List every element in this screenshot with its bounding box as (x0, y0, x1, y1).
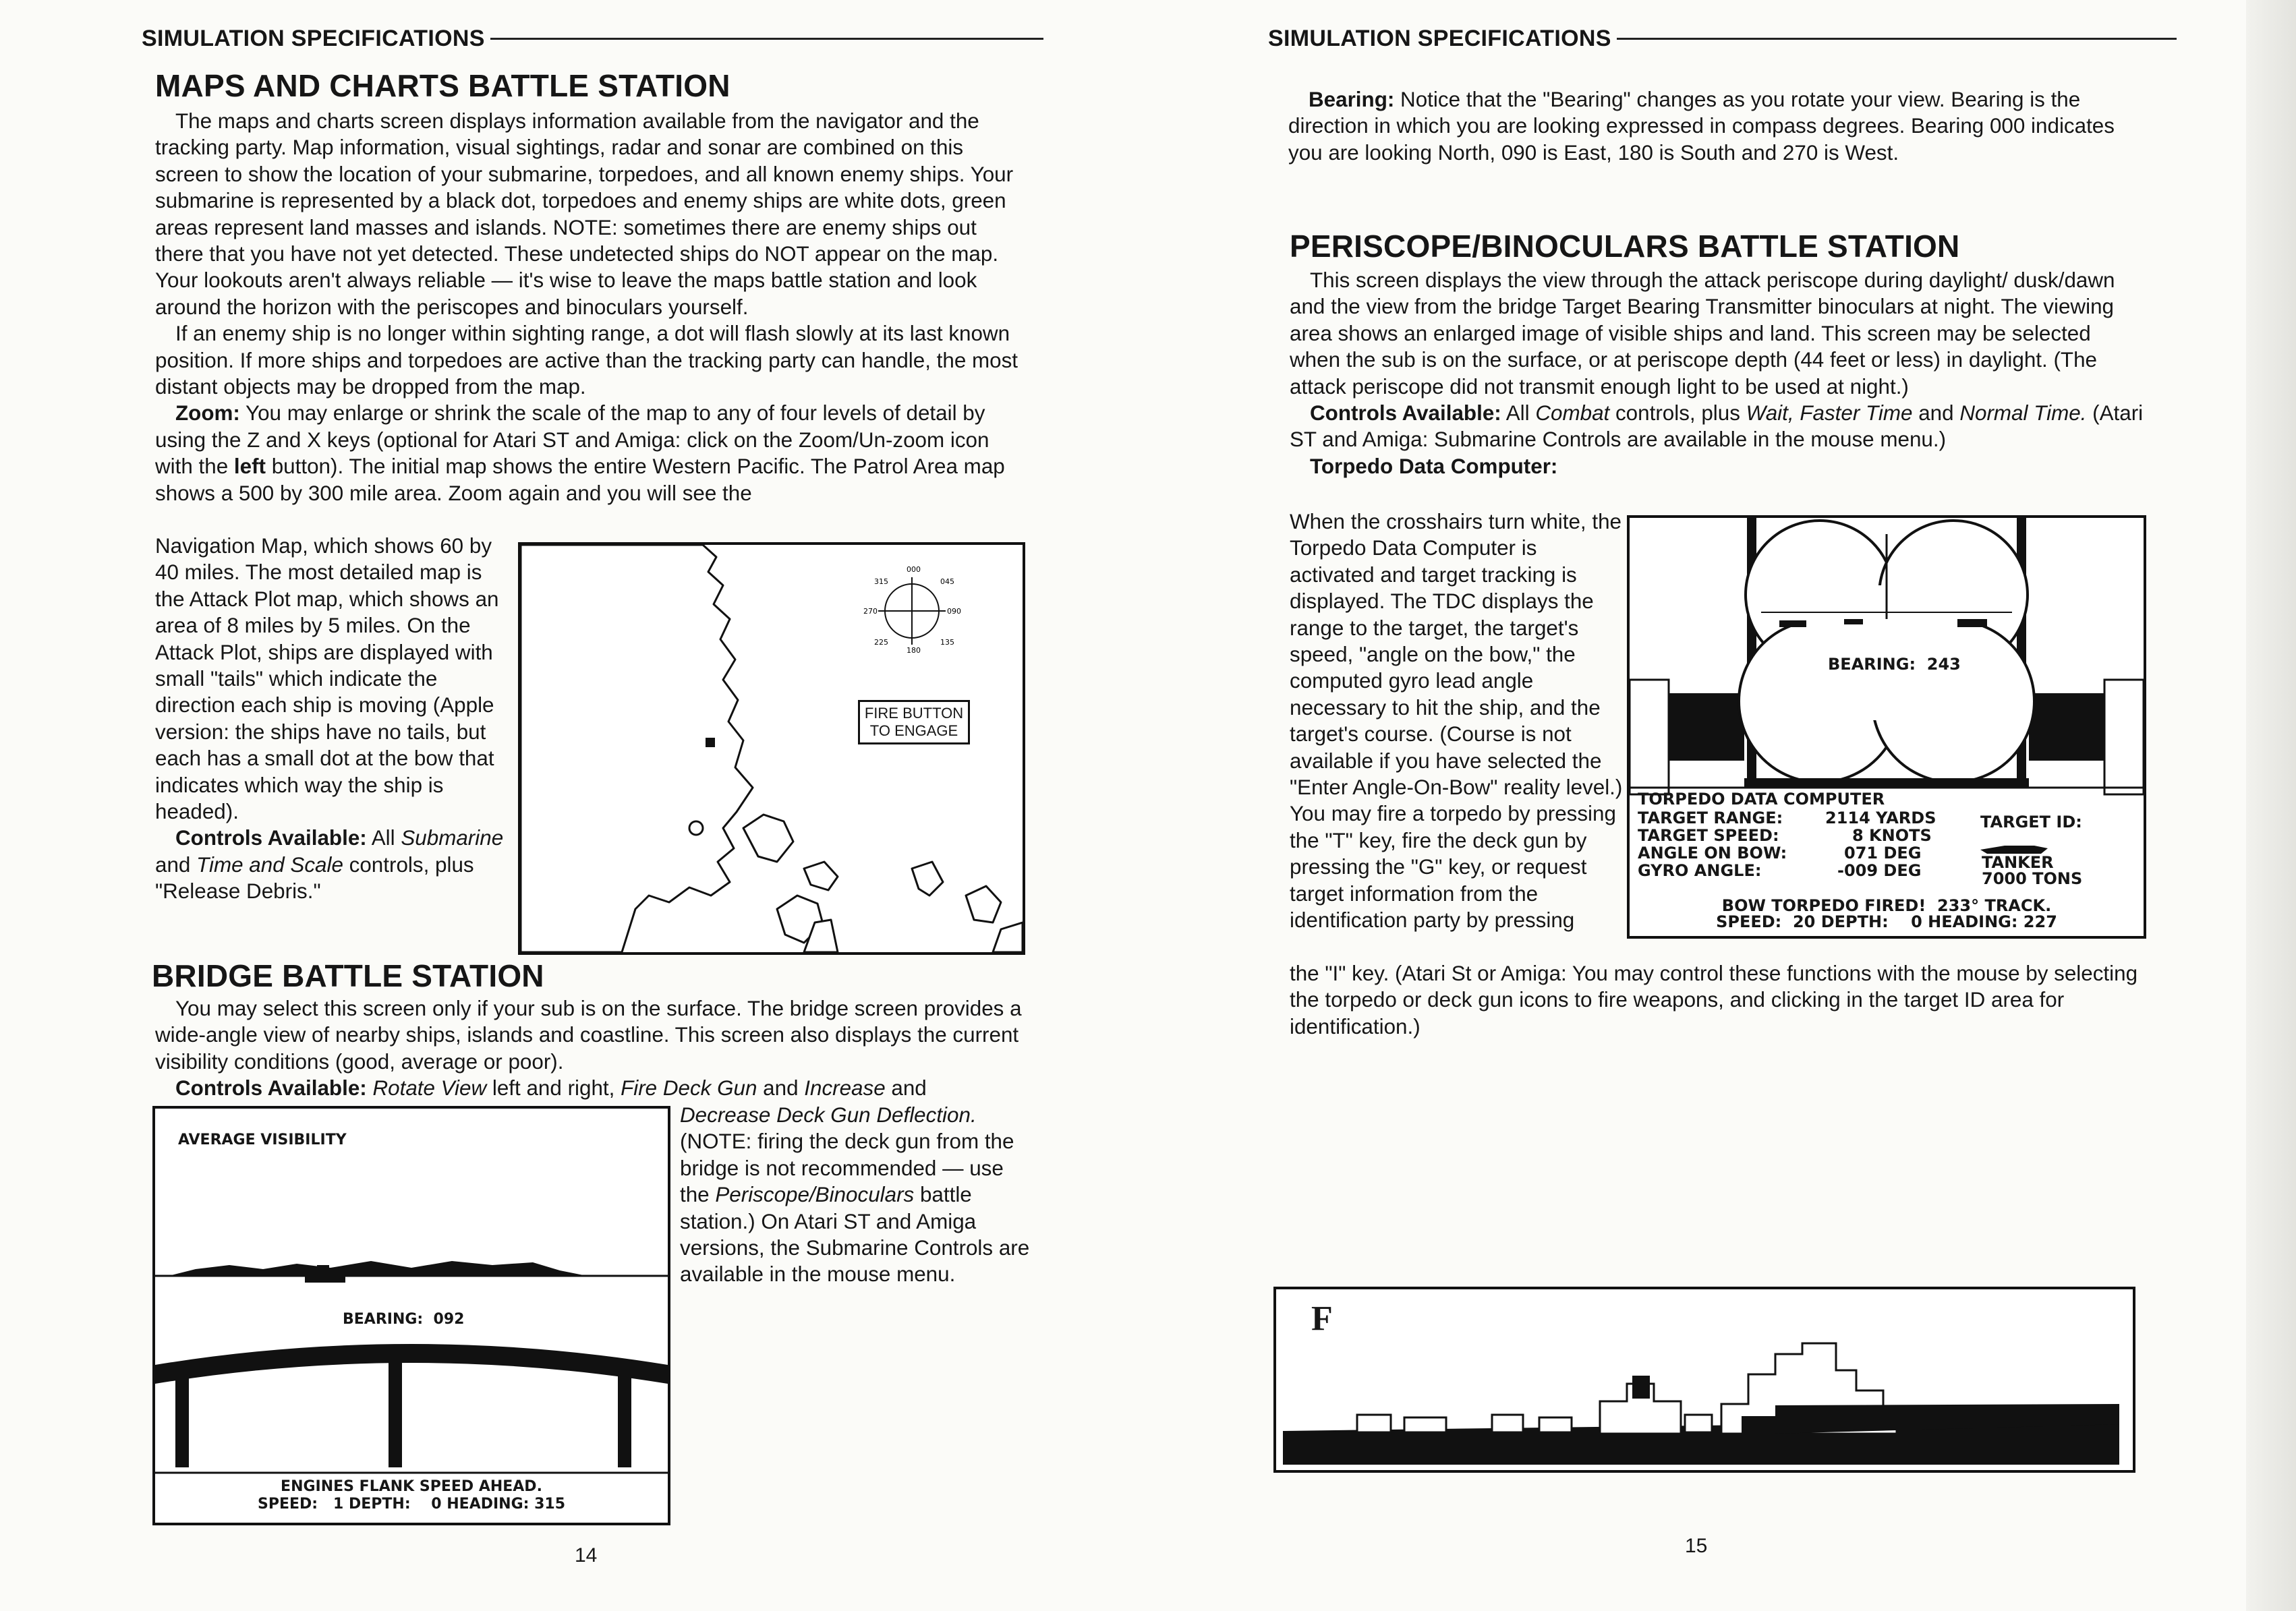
map-coastline-graphic (521, 545, 1023, 952)
periscope-title: PERISCOPE/BINOCULARS BATTLE STATION (1290, 229, 1960, 264)
maps-body (155, 108, 1025, 506)
page-number: 14 (575, 1544, 598, 1566)
header-rule (490, 38, 1043, 40)
target-type: TANKER (1982, 853, 2054, 872)
page-number: 15 (1685, 1535, 1708, 1557)
zoom-paragraph: Zoom: You may enlarge or shrink the scale of the map to any of four levels of detail by using the Z and X keys (optional for Atari ST and Amiga: click on the Zoom/Un-zoom icon with the left button). The initial map shows the entire Western Pacific. The Patrol Area map shows a 500 by 300 mile area. Zoom again and you will see the (155, 401, 1005, 505)
bridge-status-line-2: SPEED: 1 DEPTH: 0 HEADING: 315 (257, 1496, 566, 1513)
periscope-body (1290, 267, 2146, 479)
compass-label: 315 (874, 577, 888, 586)
periscope-bearing: BEARING: 243 (1824, 655, 1965, 673)
bridge-title: BRIDGE BATTLE STATION (152, 958, 544, 993)
zoom-column-text: Navigation Map, which shows 60 by 40 miles. The most detailed map is the Attack Plot map, which shows an area of 8 miles by 5 miles. On the Attack Plot, ships are displayed with small "tails" which indicate the direction each ship is moving (Apple version: the ships have no tails, but each has a small dot at the bow that indicates which way the ship is headed). (155, 534, 499, 824)
tdc-tail: the "I" key. (Atari St or Amiga: You may control these functions with the mouse by selecting the torpedo or deck gun icons to fire weapons, and clicking in the target ID area for identification.) (1290, 962, 2138, 1038)
tdc-row-key: TARGET RANGE: (1638, 809, 1783, 827)
page-edge-shadow (2246, 0, 2296, 1611)
tdc-row-key: TARGET SPEED: (1638, 826, 1779, 845)
tdc-status-line-2: SPEED: 20 DEPTH: 0 HEADING: 227 (1716, 912, 2057, 931)
left-page (0, 0, 1106, 1611)
periscope-screen-figure (1627, 515, 2146, 939)
bridge-screen-figure (152, 1106, 670, 1525)
maps-paragraph-1: The maps and charts screen displays information available from the navigator and the tracking party. Map information, visual sightings, radar and sonar are combined on this screen to show the location of your submarine, torpedoes, and all known enemy ships. Your submarine is represented by a black dot, torpedoes and enemy ships are white dots, green areas represent land masses and islands. NOTE: sometimes there are enemy ships out there that you have not yet detected. These undetected ships do NOT appear on the map. Your lookouts aren't always reliable — it's wise to leave the maps battle station and look around the horizon with the periscopes and binoculars yourself. (155, 109, 1014, 319)
compass-label: 270 (863, 607, 878, 616)
maps-paragraph-2: If an enemy ship is no longer within sighting range, a dot will flash slowly at its last known position. If more ships and torpedoes are active than the tracking party can handle, the most distant objects may be dropped from the map. (155, 322, 1018, 399)
tdc-row-value: 071 DEG (1844, 844, 1922, 862)
compass-label: 180 (907, 646, 921, 655)
compass-label: 225 (874, 638, 888, 647)
zoom-column (155, 533, 506, 905)
running-header: SIMULATION SPECIFICATIONS (142, 26, 1043, 52)
maps-controls: Controls Available: All Submarine and Time and Scale controls, plus "Release Debris." (155, 826, 504, 904)
tdc-status-line-1: BOW TORPEDO FIRED! 233° TRACK. (1721, 896, 2052, 915)
bearing-paragraph: Bearing: Notice that the "Bearing" changes as you rotate your view. Bearing is the direction in which you are looking expressed in compass degrees. Bearing 000 indicates you are looking North, 090 is East, 180 is South and 270 is West. (1288, 88, 2115, 165)
bridge-status-line-1: ENGINES FLANK SPEED AHEAD. (281, 1478, 542, 1495)
fire-button-prompt: FIRE BUTTON TO ENGAGE (858, 700, 970, 744)
right-page (1147, 0, 2296, 1611)
tdc-column: When the crosshairs turn white, the Torpedo Data Computer is activated and target tracking is displayed. The TDC displays the range to the target, the target's speed, "angle on the bow," the computed gyro lead angle necessary to hit the ship, and the target's course. (Course is not available if you have selected the "Enter Angle-On-Bow" reality level.) You may fire a torpedo by pressing the "T" key, fire the deck gun by pressing the "G" key, or request target information from the identification party by pressing (1290, 510, 1623, 933)
compass-label: 090 (947, 607, 961, 616)
compass-label: 135 (940, 638, 954, 647)
target-id-label[interactable]: TARGET ID: (1980, 813, 2082, 831)
tdc-row-value: 8 KNOTS (1852, 826, 1932, 845)
running-header: SIMULATION SPECIFICATIONS (1268, 26, 2177, 52)
periscope-controls: Controls Available: All Combat controls, plus Wait, Faster Time and Normal Time. (Atari ST and Amiga: Submarine Controls are available in the mouse menu.) (1290, 401, 2144, 452)
header-rule (1617, 38, 2177, 40)
tdc-row-value: -009 DEG (1837, 861, 1922, 880)
map-screen-figure (518, 542, 1025, 955)
bridge-body (155, 995, 1025, 1102)
compass-label: 045 (940, 577, 954, 586)
tdc-heading: Torpedo Data Computer: (1310, 454, 1558, 478)
bridge-controls: Controls Available: Rotate View left and right, Fire Deck Gun and Increase and (175, 1076, 927, 1101)
periscope-paragraph: This screen displays the view through the attack periscope during daylight/ dusk/dawn and the view from the bridge Target Bearing Transmitter binoculars at night. The viewing area shows an enlarged image of visible ships and land. This screen may be selected when the sub is on the surface, or at periscope depth (44 feet or less) in daylight. (The attack periscope did not transmit enough light to be used at night.) (1290, 268, 2115, 399)
tdc-row-value: 2114 YARDS (1825, 809, 1936, 827)
bridge-bearing: BEARING: 092 (337, 1311, 469, 1328)
figure-letter: F (1311, 1299, 1333, 1338)
maps-title: MAPS AND CHARTS BATTLE STATION (155, 68, 730, 103)
bridge-paragraph: You may select this screen only if your sub is on the surface. The bridge screen provides a wide-angle view of nearby ships, islands and coastline. This screen also displays the current visibility conditions (good, average or poor). (155, 997, 1022, 1074)
tdc-row-key: ANGLE ON BOW: (1638, 844, 1787, 862)
compass-label: 000 (907, 565, 921, 574)
target-tonnage: 7000 TONS (1982, 869, 2083, 888)
compass-rose (878, 577, 946, 645)
ship-silhouette-graphic (1276, 1289, 2133, 1470)
visibility-label: AVERAGE VISIBILITY (178, 1132, 347, 1148)
tdc-title: TORPEDO DATA COMPUTER (1638, 790, 1885, 809)
bridge-note: Decrease Deck Gun Deflection. (NOTE: firing the deck gun from the bridge is not recommended — use the Periscope/Binoculars battle station.) On Atari ST and Amiga versions, the Submarine Controls are available in the mouse menu. (680, 1103, 1030, 1287)
ship-silhouette-figure (1273, 1287, 2135, 1473)
tdc-row-key: GYRO ANGLE: (1638, 861, 1762, 880)
